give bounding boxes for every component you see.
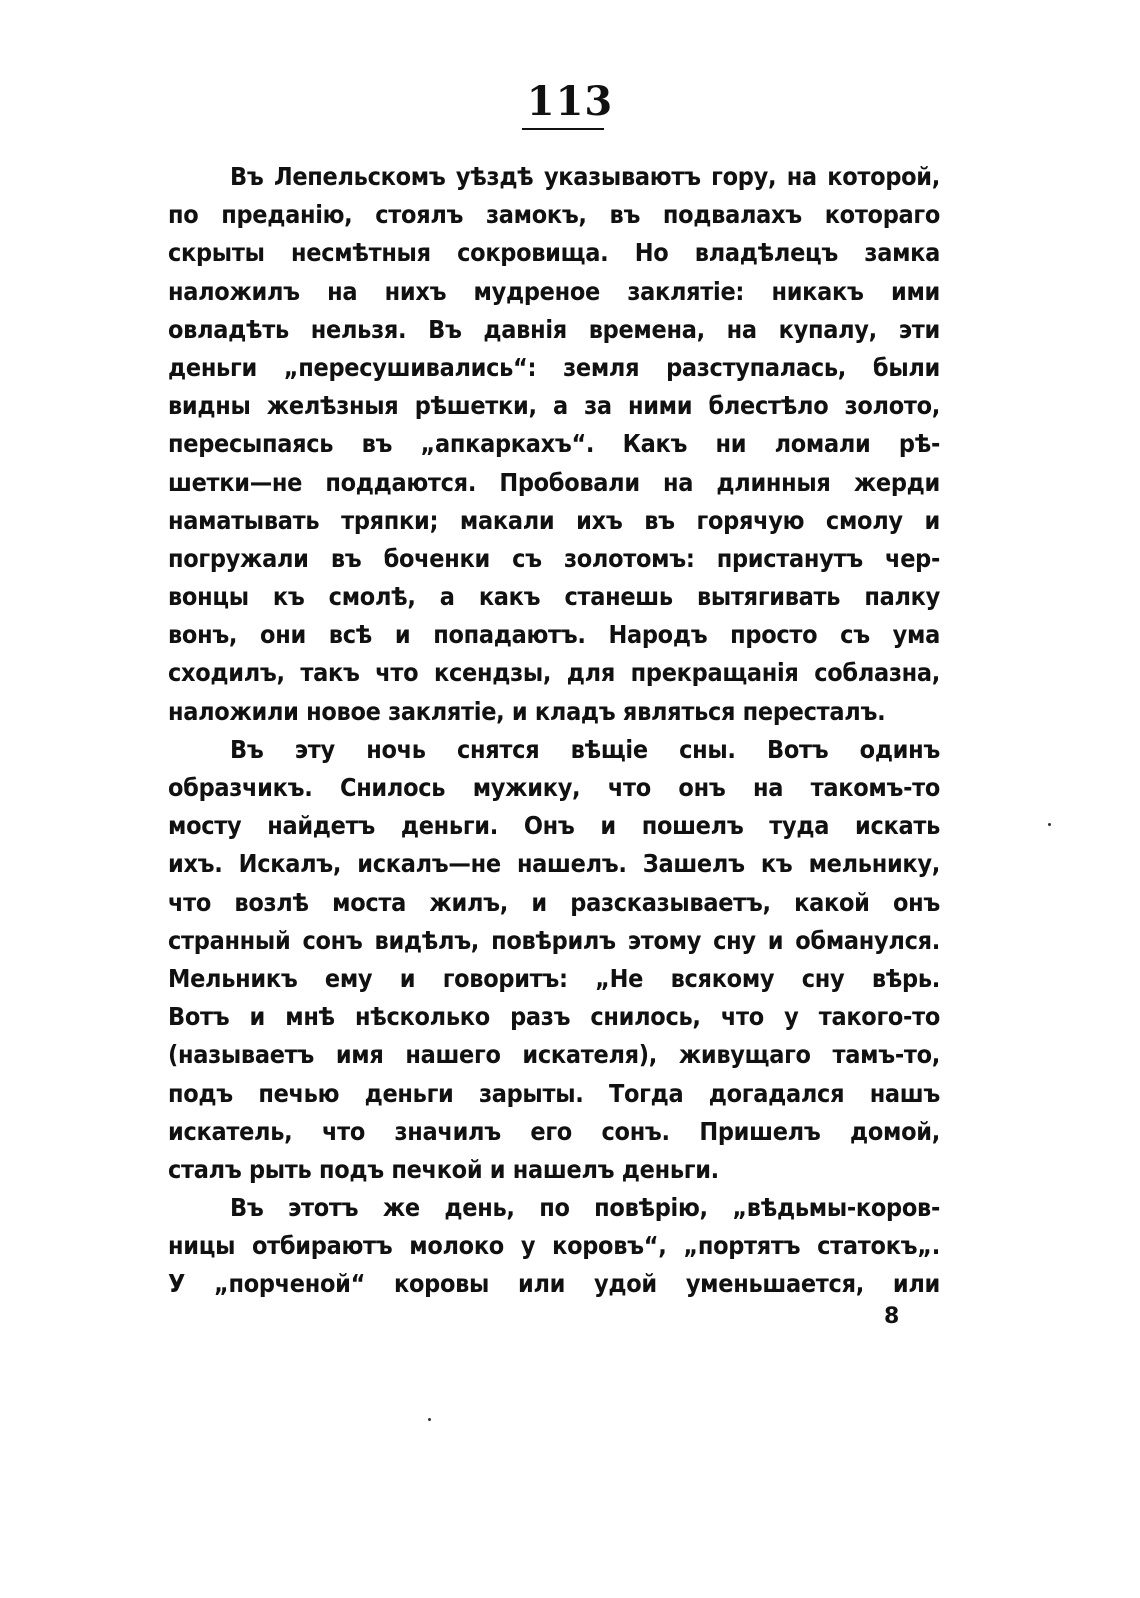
scan-speck	[428, 1418, 431, 1421]
text-line: образчикъ. Снилось мужику, что онъ на такомъ-то	[168, 773, 940, 802]
page-number: 113	[526, 78, 614, 125]
text-line: шетки—не поддаются. Пробовали на длинныя жерди	[168, 467, 940, 497]
text-line: овладѣть нельзя. Въ давнія времена, на купалу, эти	[168, 314, 940, 344]
text-line: Мельникъ ему и говоритъ: „Не всякому сну вѣрь.	[168, 963, 940, 993]
text-line: наматывать тряпки; макали ихъ въ горячую смолу и	[168, 505, 940, 535]
text-line: мосту найдетъ деньги. Онъ и пошелъ туда искать	[168, 811, 940, 841]
text-line: Вотъ и мнѣ нѣсколько разъ снилось, что у такого-то	[168, 1002, 940, 1032]
text-line: что возлѣ моста жилъ, и разсказываетъ, какой онъ	[168, 887, 940, 917]
text-line: (называетъ имя нашего искателя), живущаго тамъ-то,	[168, 1040, 940, 1070]
paragraph	[168, 158, 940, 731]
text-line: вонцы къ смолѣ, а какъ станешь вытягивать палку	[168, 582, 940, 612]
paragraph	[168, 731, 940, 1189]
body-text	[168, 158, 940, 1304]
text-line: пересыпаясь въ „апкаркахъ“. Какъ ни ломали рѣ-	[168, 429, 940, 459]
text-line: наложилъ на нихъ мудреное заклятіе: никакъ ими	[168, 276, 940, 306]
text-line: погружали въ боченки съ золотомъ: пристанутъ чер-	[168, 543, 940, 573]
text-line: по преданію, стоялъ замокъ, въ подвалахъ котораго	[168, 200, 940, 230]
text-line: Въ этотъ же день, по повѣрію, „вѣдьмы-коров-	[230, 1193, 940, 1223]
text-line: Въ Лепельскомъ уѣздѣ указываютъ гору, на которой,	[230, 162, 940, 191]
text-line: скрыты несмѣтныя сокровища. Но владѣлецъ замка	[168, 238, 940, 268]
text-line: подъ печью деньги зарыты. Тогда догадался нашъ	[168, 1078, 940, 1108]
text-line: Въ эту ночь снятся вѣщіе сны. Вотъ одинъ	[230, 734, 940, 764]
text-line: наложили новое заклятіе, и кладъ являться пересталъ.	[168, 696, 886, 726]
text-line: видны желѣзныя рѣшетки, а за ними блестѣло золото,	[168, 391, 940, 421]
paragraph	[168, 1189, 940, 1304]
signature-mark: 8	[884, 1304, 900, 1329]
page-number-rule	[522, 128, 604, 130]
text-line: ихъ. Искалъ, искалъ—не нашелъ. Зашелъ къ мельнику,	[168, 849, 940, 879]
text-line: вонъ, они всѣ и попадаютъ. Народъ просто съ ума	[168, 620, 940, 650]
text-line: искатель, что значилъ его сонъ. Пришелъ домой,	[168, 1116, 940, 1146]
text-line: сталъ рыть подъ печкой и нашелъ деньги.	[168, 1154, 719, 1184]
text-line: странный сонъ видѣлъ, повѣрилъ этому сну и обманулся.	[168, 925, 940, 955]
text-line: деньги „пересушивались“: земля разступалась, были	[168, 352, 940, 382]
text-line: У „порченой“ коровы или удой уменьшается, или	[168, 1269, 940, 1299]
text-line: ницы отбираютъ молоко у коровъ“, „портятъ статокъ„.	[168, 1231, 940, 1261]
scan-speck	[1048, 823, 1051, 826]
text-line: сходилъ, такъ что ксендзы, для прекращанія соблазна,	[168, 658, 940, 688]
